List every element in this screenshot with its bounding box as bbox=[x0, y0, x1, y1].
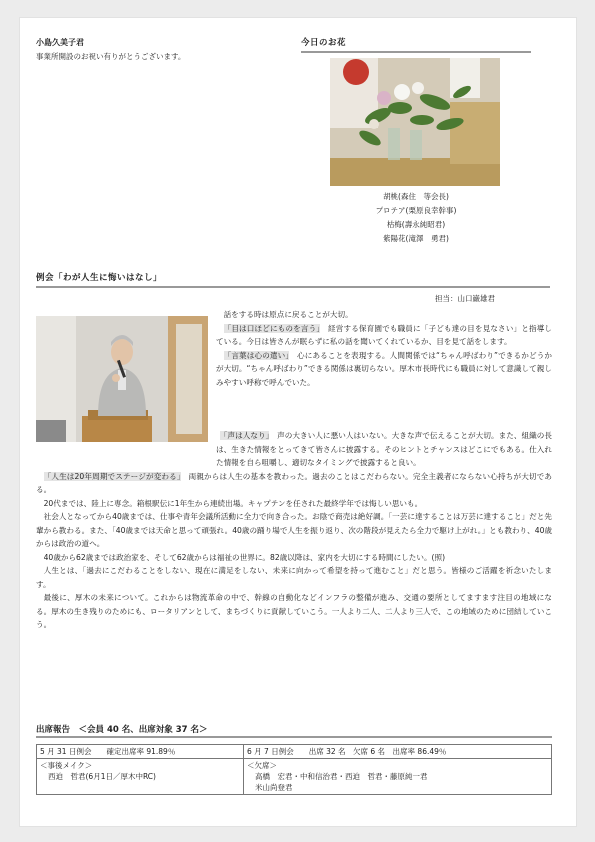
talk-paragraph-forties: 社会人となってから40歳までは、仕事や青年会議所活動に全力で向き合った。お陰で商売は絶好調。「一芸に達することは万芸に達すること」だと先輩から教わる。また、「40歳までは天命と思って頑張れ。40歳の踊り場で人生を振り返り、次の階段が見えたら全力で駆け上がれ。」とも教わり、40歳からは政治の道へ。 bbox=[36, 512, 552, 548]
stage-text: 両親からは人生の基本を教わった。過去のことはこだわらない。完全主義者にならない心持ちが大切である。 bbox=[36, 471, 553, 494]
attendance-right-header: 6 月 7 日例会 出席 32 名 欠席 6 名 出席率 86.49％ bbox=[244, 745, 552, 759]
attendance-left-header: 5 月 31 日例会 確定出席率 91.89％ bbox=[37, 745, 244, 759]
flower-credits bbox=[301, 190, 531, 246]
talk-paragraph-2 bbox=[216, 322, 552, 349]
talk-paragraph-life: 人生とは、「過去にこだわることをしない、現在に満足をしない、未来に向かって希望を持って進むこと」だと思う。皆様のご活躍を祈念いたします。 bbox=[36, 566, 552, 589]
absent-names-2: 米山尚登君 bbox=[255, 783, 293, 792]
greeting-name: 小島久美子君 bbox=[36, 38, 84, 47]
stage-lead: 「人生は20年周期でステージが変わる」 bbox=[43, 471, 181, 481]
speaker-photo bbox=[36, 316, 208, 442]
flower-arrangement-photo bbox=[330, 58, 500, 186]
makeup-label: ＜事後メイク＞ bbox=[40, 761, 93, 770]
flower-credit-3: 枯梅(壽永純昭君) bbox=[386, 220, 446, 229]
greeting-message: 事業所開設のお祝い有りがとうございます。 bbox=[36, 52, 186, 61]
flower-credit-4: 紫陽花(滝澤 勇君) bbox=[383, 234, 449, 243]
talk-paragraph-1-text: 話をする時は原点に戻ることが大切。 bbox=[223, 310, 353, 319]
flower-credit-1: 胡桃(森住 等会長) bbox=[383, 192, 449, 201]
talk-text-full bbox=[36, 431, 553, 632]
talk-paragraph-2-lead: 「目は口ほどにものを言う」 bbox=[223, 323, 321, 333]
talk-paragraph-politics: 40歳から62歳までは政治家を、そして62歳からは福祉の世界に。82歳以降は、家内を大切にする時間にしたい。(照) bbox=[43, 552, 446, 562]
attendance-left-body bbox=[37, 759, 244, 795]
talk-paragraph-1 bbox=[216, 308, 552, 322]
attendance-table bbox=[36, 744, 552, 795]
voice-text: 声の大きい人に悪い人はいない。大きな声で伝えることが大切。また、組織の長は、生きた情報をとってきて皆さんに披露する。そのヒントとチャンスはどこにでもある。仕入れた情報を自ら咀嚼し、適切なタイミングで披露すると良い。 bbox=[216, 431, 553, 467]
talk-paragraph-stage bbox=[36, 470, 552, 497]
absent-label: ＜欠席＞ bbox=[247, 761, 277, 770]
talk-paragraph-voice bbox=[36, 429, 552, 470]
attendance-heading: 出席報告 ＜会員 40 名、出席対象 37 名＞ bbox=[36, 725, 208, 735]
talk-paragraph-twenties: 20代までは、陸上に専念。箱根駅伝に1年生から連続出場。キャプテンを任された最終学年では悔しい思いも。 bbox=[43, 498, 423, 508]
flowers-heading: 今日のお花 bbox=[301, 36, 531, 53]
talk-paragraph-3-lead: 「言葉は心の遣い」 bbox=[223, 350, 290, 360]
meeting-speaker: 担当：山口巌雄君 bbox=[435, 294, 495, 303]
attendance-right-body bbox=[244, 759, 552, 795]
talk-paragraph-future: 最後に、厚木の未来について。これからは物流革命の中で、幹線の自動化などインフラの整備が進み、交通の要所としてますます注目の地域になる。厚木の生き残りのためにも、ロータリアンとして、まちづくりに貢献していこう。一人より二人、二人より三人で、この地域のために団結していこう。 bbox=[36, 593, 552, 629]
talk-text-right bbox=[216, 308, 552, 389]
makeup-names: 西迫 哲君(6月1日／厚木中RC) bbox=[48, 772, 156, 781]
flower-credit-2: プロテア(栗原良幸幹事) bbox=[375, 206, 457, 215]
talk-paragraph-3-text: 心にあることを表現する。人間関係では“ちゃん呼ばわり”できるかどうかが大切。“ちゃん呼ばわり”できる関係は裏切らない。厚木市長時代にも職員に対して意識して親しみやすい呼称で呼んでいた。 bbox=[216, 350, 553, 387]
meeting-heading: 例会「わが人生に悔いはなし」 bbox=[36, 271, 550, 288]
newsletter-page bbox=[19, 17, 577, 827]
attendance-divider bbox=[36, 736, 552, 738]
absent-names-1: 高橋 宏君・中和信治君・西迫 哲君・藤原純一君 bbox=[255, 772, 428, 781]
voice-lead: 「声は人なり」 bbox=[219, 431, 270, 440]
talk-paragraph-2-text: 経営する保育園でも職員に「子ども達の目を見なさい」と指導している。今日は皆さんが眠らずに私の話を聞いてくれているか、目を見て話をします。 bbox=[216, 323, 553, 346]
talk-paragraph-3 bbox=[216, 349, 552, 390]
